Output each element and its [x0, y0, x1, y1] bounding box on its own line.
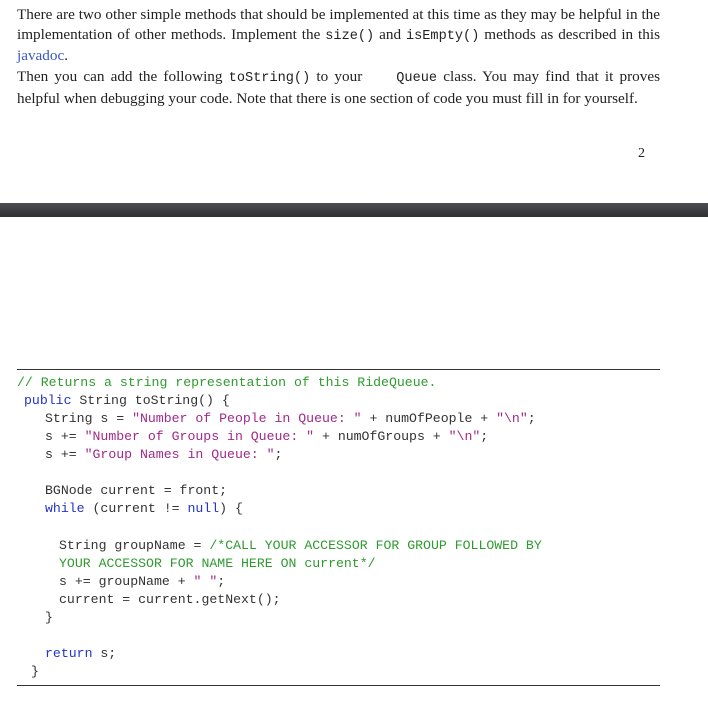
code-text: s += [45, 429, 85, 444]
page-number: 2 [638, 146, 645, 161]
code-line-close-method [31, 663, 39, 681]
code-line-return [45, 645, 116, 663]
code-text: + numOfGroups + [314, 429, 449, 444]
instruction-paragraph-2 [17, 67, 660, 108]
javadoc-link[interactable]: javadoc [17, 47, 65, 64]
code-line-s-declaration [45, 410, 536, 428]
queue-class-name: Queue [396, 71, 438, 86]
paragraph1-text: . [64, 47, 69, 64]
size-method-name: size() [325, 28, 375, 44]
code-text: (current != [84, 501, 188, 516]
code-method-signature [24, 392, 230, 410]
code-text: String s = [45, 411, 133, 426]
code-text: ; [217, 574, 226, 589]
keyword-return: return [45, 646, 93, 661]
keyword-null: null [187, 501, 220, 516]
code-text: + numOfPeople + [361, 411, 497, 426]
code-text: String groupName = [59, 538, 210, 553]
code-bottom-rule [17, 685, 660, 686]
code-text: s += [45, 447, 85, 462]
tostring-method-name: toString() [228, 71, 311, 86]
string-literal: "\n" [496, 411, 528, 426]
code-text: ; [274, 447, 283, 462]
instruction-paragraph-1 [17, 5, 660, 66]
string-literal: "Number of People in Queue: " [132, 411, 362, 426]
string-literal: "\n" [448, 429, 481, 444]
code-line-groupname-continued [59, 555, 376, 573]
code-text: ) { [219, 501, 243, 516]
paragraph2-text: class. You may find that it proves helpful when debugging your code. Note that there is one section of code you must fill in for yourself. [17, 68, 660, 107]
paragraph1-text: There are two other simple methods that should be implemented at this time as they may be helpful in the implementation of other methods. Implement the [17, 6, 660, 43]
string-literal: "Group Names in Queue: " [84, 447, 275, 462]
code-text: current = current.getNext(); [59, 592, 281, 607]
string-literal: "Number of Groups in Queue: " [84, 429, 315, 444]
page-top-section [0, 0, 708, 203]
code-line-groupname [59, 537, 542, 555]
code-text: ; [480, 429, 489, 444]
code-comment: // Returns a string representation of this RideQueue. [17, 375, 437, 390]
fill-in-comment: YOUR ACCESSOR FOR NAME HERE ON current*/ [59, 556, 376, 571]
code-text: s += groupName + [59, 574, 194, 589]
fill-in-comment: /*CALL YOUR ACCESSOR FOR GROUP FOLLOWED BY [209, 538, 542, 553]
code-line-close-while [45, 609, 53, 627]
paragraph2-text: Then you can add the following [17, 68, 229, 85]
closing-brace: } [45, 610, 53, 625]
code-text: s; [92, 646, 117, 661]
code-line-while [45, 500, 243, 518]
paragraph1-text: methods as described in this [479, 25, 660, 43]
code-text: ; [527, 411, 536, 426]
paragraph1-text: and [374, 25, 406, 43]
code-line-append-groupname [59, 573, 225, 591]
code-line-advance [59, 591, 281, 609]
keyword-public: public [24, 393, 72, 408]
code-line-current-declaration [45, 482, 227, 500]
code-line-s-append-groups [45, 428, 488, 446]
isempty-method-name: isEmpty() [405, 28, 480, 44]
closing-brace: } [31, 664, 39, 679]
paragraph2-text: to your [310, 68, 363, 85]
code-text: BGNode current = front; [45, 483, 228, 498]
signature-text: String toString() { [71, 393, 230, 408]
code-top-rule [17, 369, 660, 370]
keyword-while: while [45, 501, 85, 516]
page-divider [0, 203, 708, 217]
code-comment-line [17, 374, 436, 392]
string-literal: " " [193, 574, 218, 589]
code-line-s-append-names [45, 446, 282, 464]
